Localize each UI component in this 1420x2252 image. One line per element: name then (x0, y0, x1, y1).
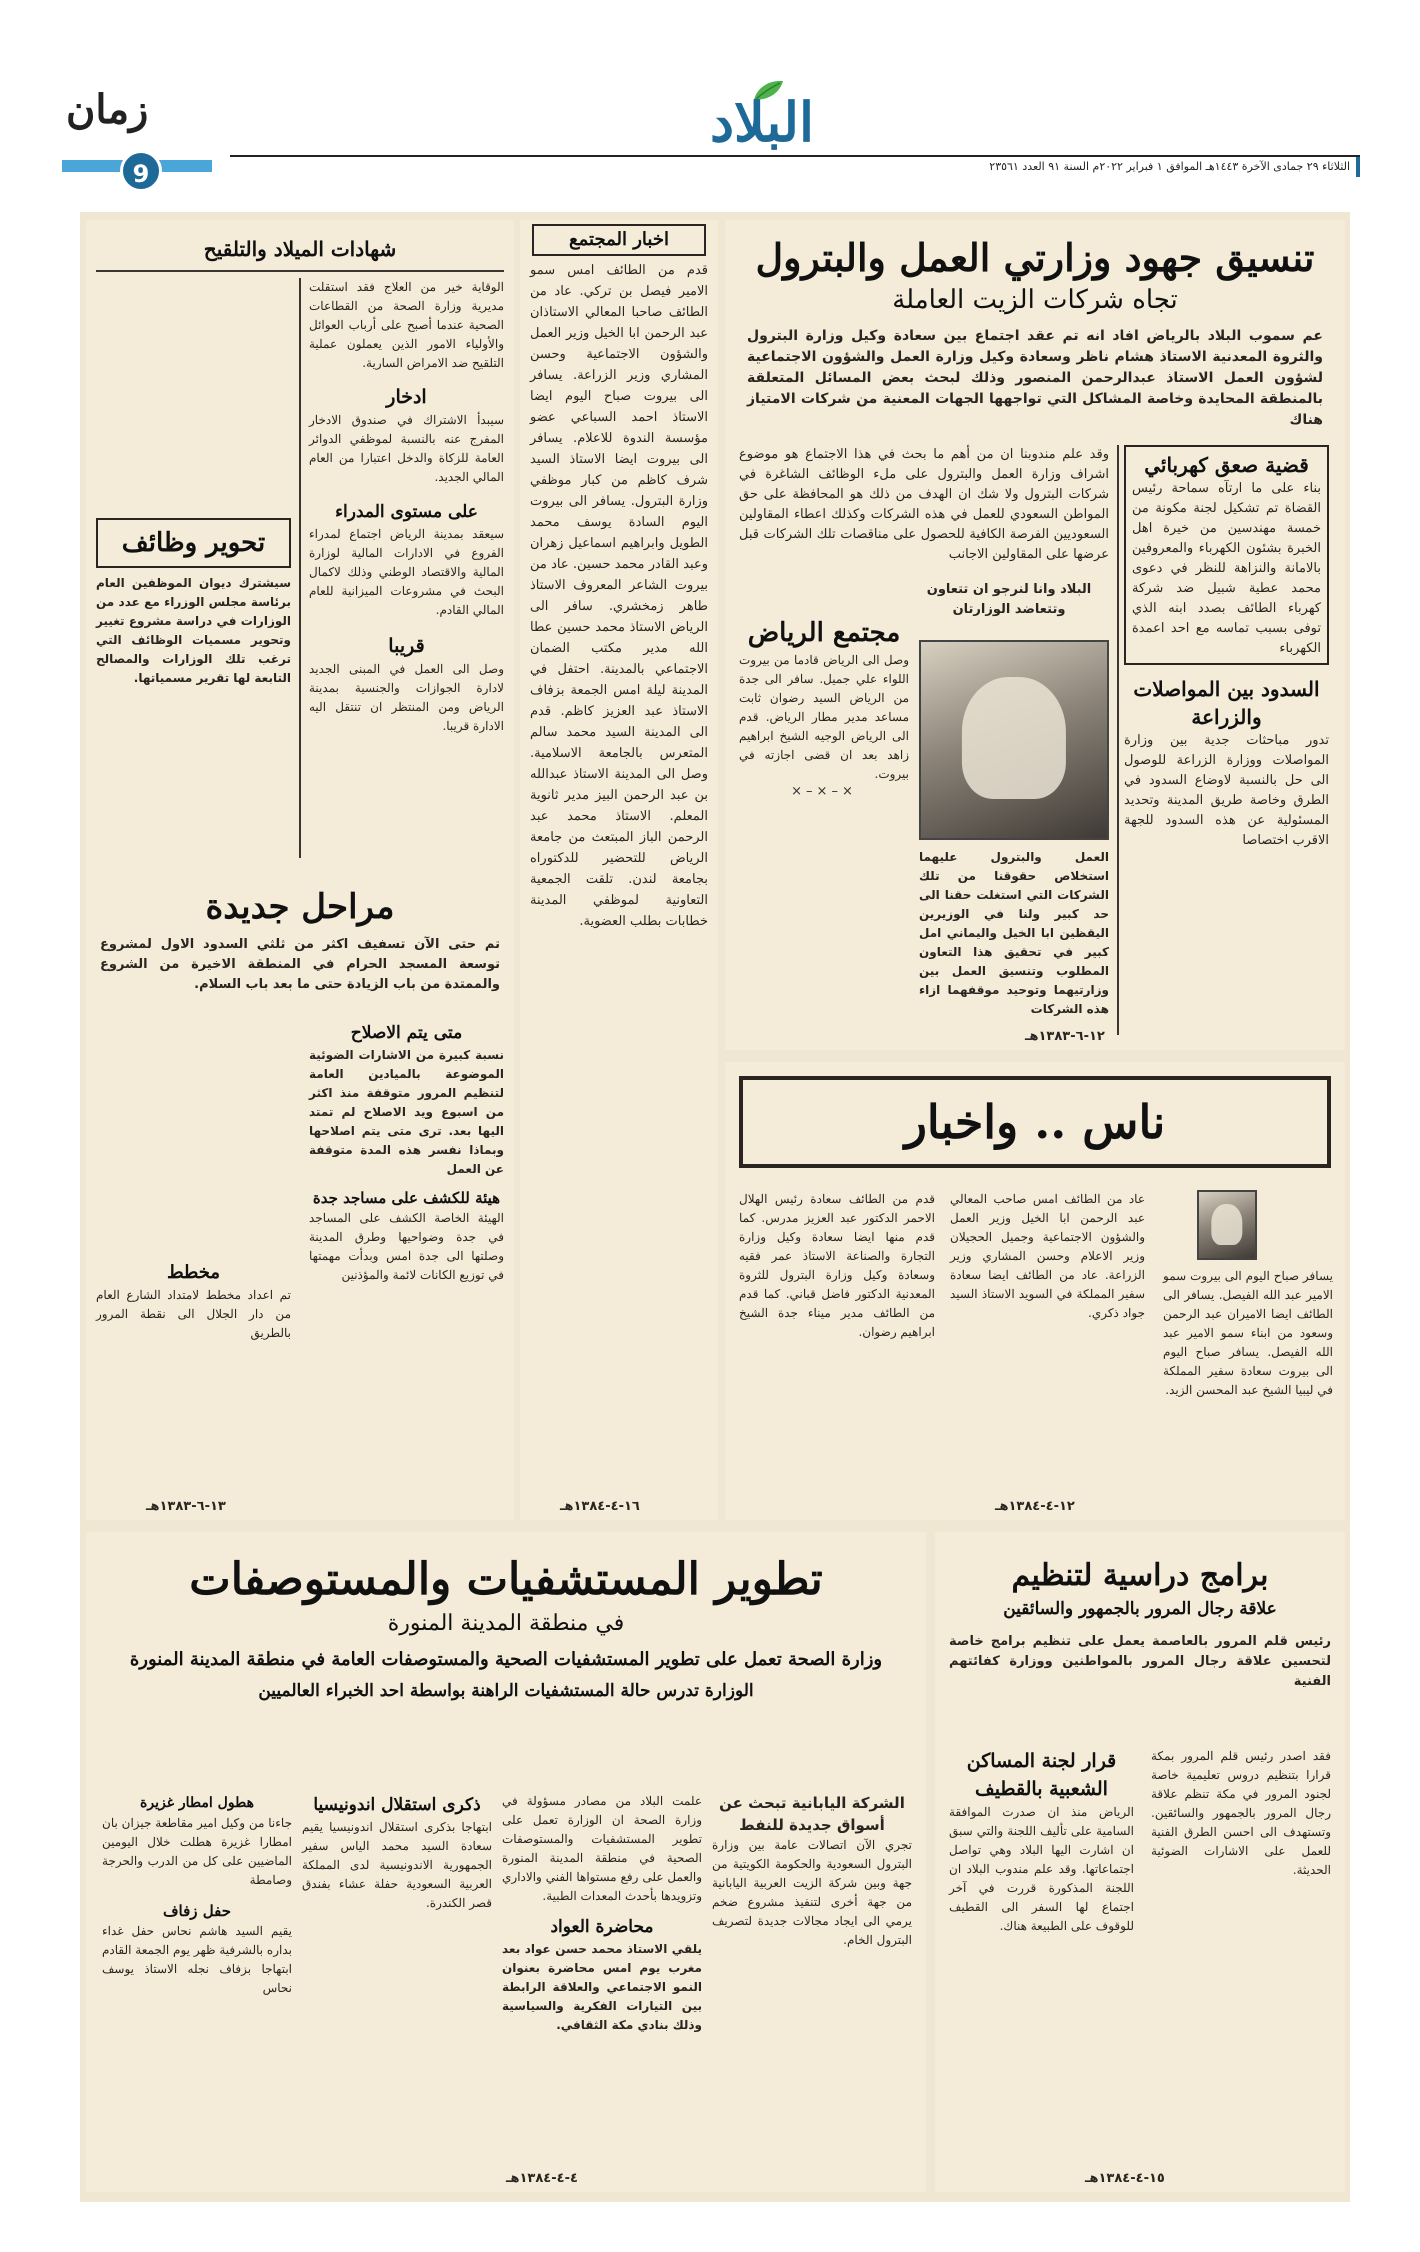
arrivals-header: اخبار المجتمع (532, 224, 706, 256)
housing-body: الرياض منذ ان صدرت الموافقة السامية على تأليف اللجنة والتي سبق ان اشارت اليها البلاد وهي تواصل اجتماعاتها. وقد علم مندوب البلاد ان اللجنة المذكورة قررت في آخر اجتماع لها السفر الى القطيف للوقوف على الطبيعة هناك. (949, 1805, 1134, 1933)
rain-body: جاءنا من وكيل امير مقاطعة جيزان بان امطارا غزيرة هطلت خلال اليومين الماضيين على كل من الدرب والحرجة وصامطة (102, 1816, 292, 1887)
official-photo (919, 640, 1109, 840)
plan-title: مخطط (166, 1262, 221, 1283)
plan-col (96, 1260, 291, 1343)
lecture-title: محاضرة العواد (550, 1917, 654, 1937)
newspaper-logo (692, 78, 832, 158)
prince-photo (1197, 1190, 1257, 1260)
stages-body: تم حتى الآن تسفيف اكثر من ثلثي السدود الاول لمشروع توسعة المسجد الحرام في المنطقة الاخيرة من الشروع والممتدة من باب الزيادة حتى ما بعد باب السلام. (100, 937, 500, 992)
petroleum-headline: تنسيق جهود وزارتي العمل والبترول (755, 235, 1315, 280)
savings-title: ادخار (386, 386, 427, 408)
people-col1: يسافر صباح اليوم الى بيروت سمو الامير عبد الله الفيصل. يسافر الى الطائف ايضا الاميران عبد الرحمن وسعود من ابناء سمو الامير عبد الله الفيصل. يسافر صباح اليوم الى بيروت سعادة سفير المملكة في ليبيا الشيخ عبد المحسن الزيد. (1163, 1269, 1333, 1397)
hospitals-deck2: الوزارة تدرس حالة المستشفيات الراهنة بواسطة احد الخبراء العالميين (258, 1681, 754, 1701)
clip-certificates (86, 220, 514, 1520)
hospitals-col3 (302, 1792, 492, 1913)
jobs-title: تحوير وظائف (96, 518, 291, 568)
people-col3: قدم من الطائف سعادة رئيس الهلال الاحمر الدكتور عبد العزيز مدرس. كما قدم منها ايضا سعادة وكيل وزارة التجارة والصناعة الاستاذ عمر فقيه وسعادة وكيل وزارة البترول للثروة المعدنية الدكتور فاضل قباني. كما قدم من الطائف مدير ميناء جدة الشيخ ابراهيم رضوان. (739, 1192, 935, 1339)
savings-body: سيبدأ الاشتراك في صندوق الادخار المفرج عنه بالنسبة لموظفي الدوائر العامة للزكاة والدخل اعتبارا من العام المالي الجديد. (309, 413, 504, 484)
clip-arrivals (520, 220, 718, 1520)
dams-body: تدور مباحثات جدية بين وزارة المواصلات ووزارة الزراعة للوصول الى حل بالنسبة لاوضاع السدود في الطرق وخاصة طريق المدينة وتحديد المسئولية عن هذه السدود للجهة الاقرب اختصاصا (1124, 733, 1329, 848)
certificates-title: شهادات الميلاد والتلقيح (203, 237, 397, 261)
electric-title: قضية صعق كهربائي (1144, 453, 1309, 477)
divider-marks: ×–×–× (791, 784, 857, 799)
japan-title: الشركة اليابانية تبحث عن أسواق جديدة للنفط (719, 1794, 905, 1834)
logo-word: البلاد (709, 90, 815, 154)
traffic-body: فقد اصدر رئيس قلم المرور بمكة قرارا بتنظيم دروس تعليمية خاصة لجنود المرور في مكة تنظم علاقة رجال المرور بالجمهور والسائقين. وتستهدف الى احسن الطرق الفنية للعمل على الاشارات الضوئية الحديثة. (1151, 1749, 1331, 1877)
certificates-date: ١٣-٦-١٣٨٣هـ (146, 1499, 226, 1514)
labour-note: العمل والبترول عليهما استخلاص حقوقنا من تلك الشركات التي استغلت حقنا الى حد كبير ولنا في الوزيرين اليقظين ابا الخيل واليماني امل كبير في تحقيق هذا التعاون المطلوب وتنسيق العمل بين وزارتيهما وتوحيد موقفهما ازاء هذه الشركات (919, 850, 1109, 1016)
rain-title: هطول امطار غزيرة (140, 1795, 254, 1811)
soon-title: قريبا (388, 635, 425, 657)
column-rule (1117, 445, 1119, 1035)
reform-title: متى يتم الاصلاح (350, 1023, 463, 1043)
people-title: ناس .. واخبار (739, 1076, 1331, 1168)
hospitals-col1 (712, 1792, 912, 1950)
jobs-body: سيشترك ديوان الموظفين العام برئاسة مجلس الوزراء مع عدد من الوزارات في دراسة مشروع تغيير وتحوير مسميات الوظائف التي ترغب تلك الوزارات والمصالح التابعة لها تقرير مسمياتها. (96, 576, 291, 685)
people-col2: عاد من الطائف امس صاحب المعالي عبد الرحمن ابا الخيل وزير العمل والشؤون الاجتماعية وجميل الحجيلان وزير الاعلام وحسن المشاري وزير الزراعة. عاد من الطائف ايضا سعادة سفير المملكة في السويد الاستاذ السيد جواد ذكري. (950, 1192, 1145, 1320)
clip-people (725, 1062, 1345, 1520)
reform-col (309, 1020, 504, 1285)
section-title: زمان (66, 86, 149, 133)
clip-traffic (935, 1532, 1345, 2192)
people-date: ١٢-٤-١٣٨٤هـ (995, 1499, 1075, 1514)
traffic-lead: رئيس قلم المرور بالعاصمة يعمل على تنظيم برامج خاصة لتحسين علاقة رجال المرور بالمواطنين ووزارة كفائتهم الفنية (949, 1634, 1331, 1689)
hospitals-subheadline: في منطقة المدينة المنورة (387, 1611, 625, 1636)
petroleum-lead: عم سموب البلاد بالرياض افاد انه تم عقد اجتماع بين سعادة وكيل وزارة البترول والثروة المعدنية الاستاذ هشام ناظر وسعادة وكيل وزارة العمل والشؤون الاجتماعية لشؤون العمل الاستاذ عبدالرحمن المنصور وذلك لبحث بعض المسائل المتعلقة بالمنطقة المحايدة وخاصة المشاكل التي تواجهها الجهات المعنية من شركات الامتياز هناك (747, 328, 1323, 428)
certificates-right-col (309, 278, 504, 736)
dams-title: السدود بين المواصلات والزراعة (1133, 677, 1320, 729)
certificates-body: الوقاية خير من العلاج فقد استقلت مديرية وزارة الصحة من القطاعات الصحية عندما أصبح على أرباب العوائل والأولياء الامور الذين يعملون عملية التلقيح ضد الامراض السارية. (309, 280, 504, 370)
page-header (0, 0, 1420, 200)
petroleum-body: وقد علم مندوبنا ان من أهم ما بحث في هذا الاجتماع هو موضوع اشراف وزارة العمل والبترول على ملء الوظائف الشاغرة في شركات البترول ولا شك ان الهدف من ذلك هو المحافظة على حق المواطن السعودي للعمل في هذه الشركات وكذلك اعطاء المقاولين السعوديين الفرصة الكافية للحصول على مناقصات تلك الشركات قبل عرضها على المقاولين الاجانب (739, 447, 1109, 562)
reform-body: نسبة كبيرة من الاشارات الضوئية الموضوعة بالميادين العامة لتنظيم المرور متوقفة منذ اكثر من اسبوع ويد الاصلاح لم تمتد اليها بعد. ترى متى يتم اصلاحها وبماذا نفسر هذه المدة متوقفة عن العمل (309, 1048, 504, 1176)
stages-title: مراحل جديدة (205, 887, 395, 927)
petroleum-side-column (1124, 445, 1329, 1035)
archive-sheet (80, 212, 1350, 2202)
rule (96, 270, 504, 272)
clip-hospitals (86, 1532, 926, 2192)
wedding-body: يقيم السيد هاشم نحاس حفل غداء بداره بالشرفية ظهر يوم الجمعة القادم ابتهاجا بزفاف نجله الاستاذ يوسف نحاس (102, 1924, 292, 1995)
column-rule (299, 278, 301, 858)
level-title: على مستوى المدراء (335, 502, 478, 522)
traffic-date: ١٥-٤-١٣٨٤هـ (1085, 2171, 1165, 2186)
hospitals-col2 (502, 1792, 702, 2035)
electric-box (1124, 445, 1329, 665)
arrivals-body: قدم من الطائف امس سمو الامير فيصل بن تركي. عاد من الطائف صاحبا المعالي الاستاذان عبد الرحمن ابا الخيل وزير العمل والشؤون الاجتماعية وحسن المشاري وزير الزراعة. يسافر الى بيروت صباح اليوم ايضا الاستاذ احمد السباعي عضو مؤسسة الندوة للاعلام. يسافر الى بيروت ايضا الاستاذ السيد شرف كاظم من كبار موظفي وزارة البترول. يسافر الى بيروت اليوم السادة يوسف محمد الطويل وابراهيم اسماعيل زهران وعبد القادر محمد حسين. عاد من بيروت الشاعر المعروف الاستاذ طاهر زمخشري. سافر الى الرياض الاستاذ محمد حسين عطا الله مدير مكتب الضمان الاجتماعي بالمدينة. احتفل في المدينة ليلة امس الجمعة بزفاف الاستاذ عبد العزيز كاظم. قدم الى المدينة السيد محمد سالم المتعرس بالجامعة الاسلامية. وصل الى المدينة الاستاذ عبدالله بن عبد الرحمن البيز مدير ثانوية المعلم. الاستاذ محمد عبد الرحمن الباز المبتعث من جامعة الرياض للتحضير للدكتوراه بجامعة لندن. تلقت الجمعية التعاونية لموظفي المدينة خطابات بطلب العضوية. (530, 263, 708, 929)
petroleum-body-block (739, 445, 1109, 575)
indonesia-title: ذكرى استقلال اندونيسيا (313, 1795, 481, 1815)
hospitals-headline: تطوير المستشفيات والمستوصفات (189, 1554, 823, 1605)
riyadh-block (739, 615, 909, 799)
level-body: سيعقد بمدينة الرياض اجتماع لمدراء الفروع في الادارات المالية لوزارة المالية والاقتصاد الوطني وذلك لاكمال البحث في مشروعات الميزانية للعام المالي القادم. (309, 527, 504, 617)
housing-title: قرار لجنة المساكن الشعبية بالقطيف (966, 1750, 1117, 1800)
petroleum-date: ١٢-٦-١٣٨٣هـ (1025, 1029, 1105, 1044)
mosques-body: الهيئة الخاصة الكشف على المساجد في جدة وضواحيها وطرق المدينة وصلتها الى جدة امس وبدأت مهمتها في توزيع الكانات لائمة والمؤذنين (309, 1211, 504, 1282)
soon-body: وصل الى العمل في المبنى الجديد لادارة الجوازات والجنسية بمدينة الرياض ومن المنتظر ان تنتقل اليه الادارة قريبا. (309, 662, 504, 733)
clip-petroleum (725, 220, 1345, 1050)
traffic-subheadline: علاقة رجال المرور بالجمهور والسائقين (1003, 1599, 1277, 1619)
petroleum-subheadline: تجاه شركات الزيت العاملة (892, 285, 1178, 315)
riyadh-title: مجتمع الرياض (747, 618, 901, 648)
housing-block (949, 1747, 1134, 1936)
hospitals-col4 (102, 1792, 292, 1998)
lecture-body: يلقي الاستاذ محمد حسن عواد بعد مغرب يوم امس محاضرة بعنوان النمو الاجتماعي والعلاقة الرابطة بين التيارات الفكرية والسياسية وذلك بنادي مكة الثقافي. (502, 1942, 702, 2032)
page-number-badge: 9 (120, 150, 162, 192)
certificates-left-col (96, 278, 291, 688)
issue-dateline: الثلاثاء ٢٩ جمادى الآخرة ١٤٤٣هـ الموافق ١ فبراير ٢٠٢٢م السنة ٩١ العدد ٢٣٥٦١ (983, 157, 1360, 177)
indonesia-body: ابتهاجا بذكرى استقلال اندونيسيا يقيم سعادة السيد محمد الياس سفير الجمهورية الاندونيسية لدى المملكة العربية السعودية حفلة عشاء بفندق قصر الكندرة. (302, 1820, 492, 1910)
hospitals-deck1: وزارة الصحة تعمل على تطوير المستشفيات الصحية والمستوصفات العامة في منطقة المدينة المنورة (129, 1649, 883, 1670)
wedding-title: حفل زفاف (163, 1902, 231, 1920)
hospitals-body: علمت البلاد من مصادر مسؤولة في وزارة الصحة ان الوزارة تعمل على تطوير المستشفيات والمستوصفات الصحية في منطقة المدينة المنورة والعمل على رفع مستواها الفني والاداري وتزويدها بأحدث المعدات الطبية. (502, 1794, 702, 1903)
plan-body: تم اعداد مخطط لامتداد الشارع العام من دار الجلال الى نقطة المرور بالطريق (96, 1288, 291, 1340)
arrivals-date: ١٦-٤-١٣٨٤هـ (560, 1499, 640, 1514)
petroleum-caption: البلاد وانا لنرجو ان تتعاون وتتعاضد الوزارتان (926, 582, 1092, 617)
mosques-title: هيئة للكشف على مساجد جدة (312, 1189, 501, 1207)
traffic-headline: برامج دراسية لتنظيم (1011, 1558, 1269, 1593)
hospitals-date: ٤-٤-١٣٨٤هـ (506, 2171, 578, 2186)
japan-body: تجري الآن اتصالات عامة بين وزارة البترول السعودية والحكومة الكويتية من جهة وبين شركة الزيت العربية اليابانية من جهة أخرى لتنفيذ مشروع ضخم يرمي الى ايجاد مجالات جديدة لتصريف البترول الخام. (712, 1838, 912, 1947)
electric-body: بناء على ما ارتآه سماحة رئيس القضاة تم تشكيل لجنة مكونة من خمسة مهندسين من خيرة اهل الخبرة بشئون الكهرباء والمعروفين بالامانة والنزاهة للنظر في دعوى محمد عطية شبيل ضد شركة كهرباء الطائف بصدد ابنه الذي توفى بسبب تماسه مع احد اعمدة الكهرباء (1132, 481, 1321, 656)
riyadh-body: وصل الى الرياض قادما من بيروت اللواء علي جميل. سافر الى جدة من الرياض السيد رضوان ثابت مساعد مدير مطار الرياض. قدم الى الرياض الوجيه الشيخ ابراهيم زاهد بعد ان قضى اجازته في بيروت. (739, 653, 909, 781)
